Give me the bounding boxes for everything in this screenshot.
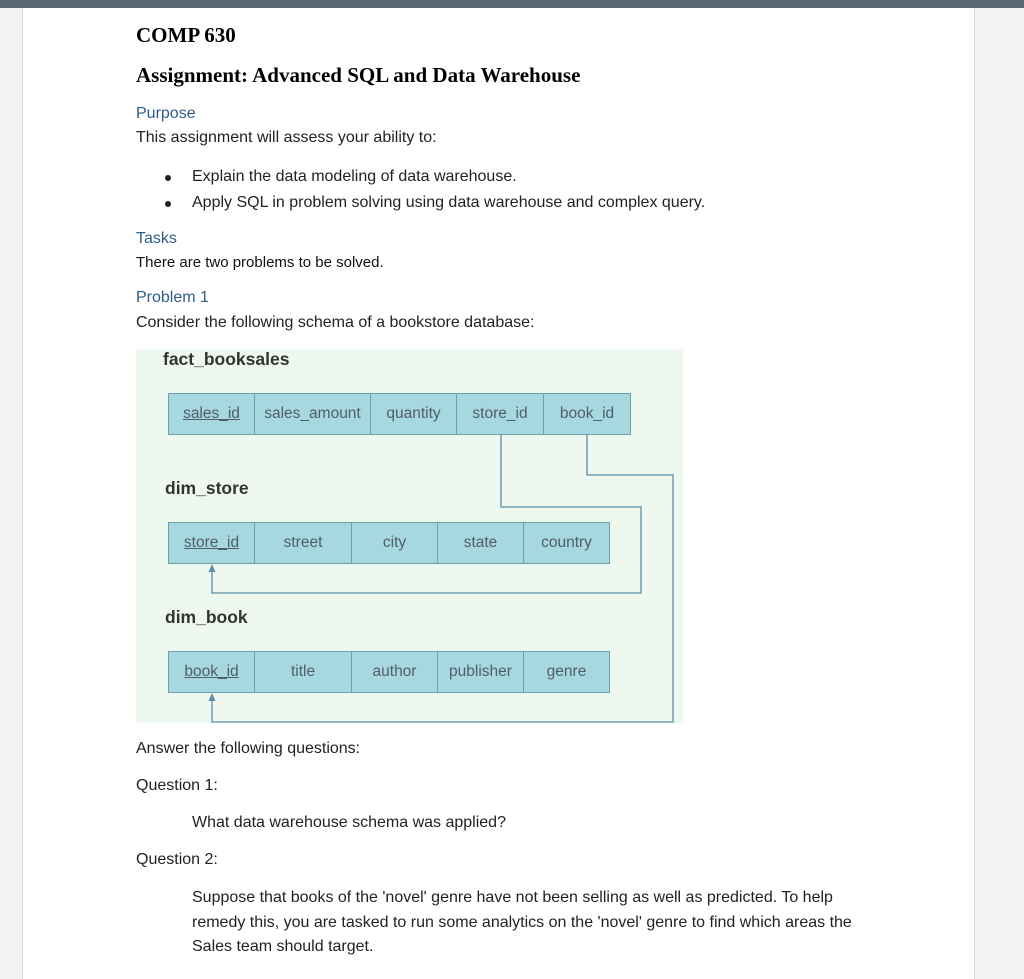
book-col-title: title — [254, 651, 352, 693]
assignment-title: Assignment: Advanced SQL and Data Warehouse — [136, 63, 581, 87]
fact-table-name: fact_booksales — [163, 349, 290, 369]
store-col-city: city — [351, 522, 438, 564]
bullet-icon — [165, 175, 171, 181]
dim-store-table-name: dim_store — [165, 478, 249, 498]
document-page — [22, 8, 975, 979]
answer-intro: Answer the following questions: — [136, 740, 361, 757]
fk-store-arrowhead — [209, 564, 216, 572]
course-title: COMP 630 — [136, 23, 236, 47]
schema-diagram — [136, 349, 683, 723]
purpose-bullet-1: Explain the data modeling of data warehouse. — [192, 168, 517, 185]
problem1-intro: Consider the following schema of a bookstore database: — [136, 314, 535, 331]
window-top-bar — [0, 0, 1024, 8]
fk-store-line — [212, 435, 641, 593]
store-col-state: state — [437, 522, 524, 564]
book-col-book-id: book_id — [168, 651, 255, 693]
book-col-author: author — [351, 651, 438, 693]
fk-book-arrowhead — [209, 693, 216, 701]
fk-book-line — [212, 435, 673, 722]
bullet-icon — [165, 201, 171, 207]
fact-col-book-id: book_id — [543, 393, 631, 435]
store-col-country: country — [523, 522, 610, 564]
question1-label: Question 1: — [136, 777, 218, 794]
fact-col-store-id: store_id — [456, 393, 544, 435]
purpose-intro: This assignment will assess your ability to: — [136, 129, 437, 146]
store-col-store-id: store_id — [168, 522, 255, 564]
problem1-heading: Problem 1 — [136, 289, 209, 306]
fact-col-quantity: quantity — [370, 393, 457, 435]
purpose-bullet-2: Apply SQL in problem solving using data warehouse and complex query. — [192, 194, 706, 211]
fact-col-sales-amount: sales_amount — [254, 393, 371, 435]
dim-book-table-name: dim_book — [165, 607, 248, 627]
tasks-text: There are two problems to be solved. — [136, 254, 384, 271]
relationship-lines — [136, 349, 683, 723]
fact-col-sales-id: sales_id — [168, 393, 255, 435]
tasks-heading: Tasks — [136, 230, 177, 247]
question2-label: Question 2: — [136, 851, 218, 868]
book-col-publisher: publisher — [437, 651, 524, 693]
purpose-heading: Purpose — [136, 105, 196, 122]
book-col-genre: genre — [523, 651, 610, 693]
question2-text: Suppose that books of the 'novel' genre have not been selling as well as predicted. To help remedy this, you are tasked to run some analytics on the 'novel' genre to find which areas the Sales team should target. — [192, 889, 852, 955]
question1-text: What data warehouse schema was applied? — [192, 814, 506, 831]
store-col-street: street — [254, 522, 352, 564]
